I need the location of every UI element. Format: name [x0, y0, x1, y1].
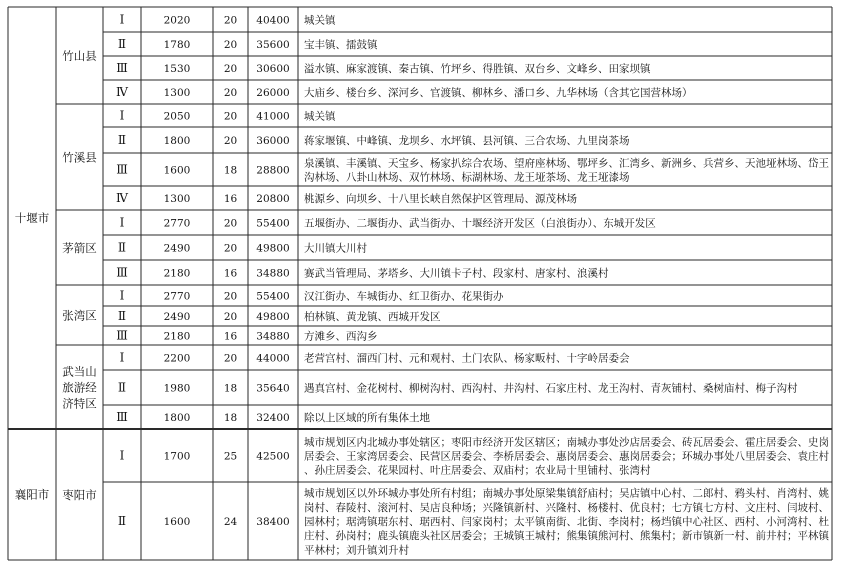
compensation-amount: 41000	[256, 110, 290, 123]
compensation-amount: 55400	[256, 290, 290, 303]
base-price: 2180	[163, 330, 191, 343]
county-name-line: 武当山	[62, 364, 97, 379]
grade-level: Ⅲ	[116, 265, 128, 280]
base-price: 1300	[163, 87, 191, 99]
areas-covered-line: 城市规划区内北城办事处辖区；枣阳市经济开发区辖区；南城办事处沙店居委会、砖瓦居委会、霍庄居委会、史岗	[304, 436, 829, 449]
grade-level: Ⅰ	[119, 350, 125, 365]
multiple: 20	[223, 352, 238, 365]
grade-level: Ⅰ	[119, 288, 125, 303]
areas-covered-line: 岗村、春陵村、滚河村、吴店良种场；兴隆镇新村、兴隆村、杨楼村、优良村；七方镇七方村、文庄村、闫坡村、	[304, 501, 829, 514]
grade-level: Ⅰ	[119, 215, 125, 230]
areas-covered: 五堰街办、二堰街办、武当街办、十堰经济开发区（白浪街办）、东城开发区	[304, 217, 656, 230]
multiple: 20	[223, 110, 238, 123]
base-price: 1700	[163, 450, 191, 463]
base-price: 2490	[163, 311, 191, 323]
compensation-amount: 32400	[256, 412, 290, 424]
areas-covered-line: 泉溪镇、丰溪镇、天宝乡、杨家扒综合农场、望府座林场、鄂坪乡、汇湾乡、新洲乡、兵营乡、天池垭林场、岱王	[304, 157, 829, 170]
multiple: 18	[223, 412, 238, 424]
county-name-line: 旅游经	[62, 380, 97, 395]
county-name: 竹溪县	[62, 150, 97, 165]
compensation-amount: 28800	[256, 164, 290, 177]
base-price: 1800	[163, 135, 191, 147]
compensation-amount: 38400	[256, 516, 290, 528]
compensation-amount: 34880	[256, 330, 290, 343]
base-price: 1800	[163, 412, 191, 424]
base-price: 1530	[163, 63, 191, 75]
compensation-amount: 30600	[256, 63, 290, 75]
multiple: 18	[223, 164, 238, 177]
compensation-amount: 26000	[256, 87, 290, 99]
city-name: 十堰市	[14, 211, 50, 225]
multiple: 20	[223, 39, 238, 51]
base-price: 2180	[163, 267, 191, 280]
multiple: 20	[223, 217, 238, 230]
county-name-line: 济特区	[62, 396, 97, 411]
areas-covered-line: 园林村；琚湾镇琚东村、琚西村、闫家岗村；太平镇南街、北街、李岗村；杨垱镇中心社区、西村、小河湾村、杜	[304, 515, 829, 528]
grade-level: Ⅱ	[117, 37, 127, 51]
multiple: 20	[223, 242, 238, 255]
areas-covered: 遇真宫村、金花树村、柳树沟村、西沟村、井沟村、石家庄村、龙王沟村、青灰铺村、桑树庙村、梅子沟村	[304, 382, 798, 395]
grade-level: Ⅲ	[116, 328, 128, 343]
base-price: 2020	[163, 14, 191, 27]
multiple: 20	[223, 311, 238, 323]
base-price: 2490	[163, 242, 191, 255]
county-name: 枣阳市	[62, 487, 97, 502]
grade-level: Ⅳ	[116, 191, 128, 205]
multiple: 20	[223, 135, 238, 147]
grade-level: Ⅳ	[116, 85, 128, 99]
multiple: 25	[223, 450, 238, 463]
compensation-amount: 49800	[256, 242, 290, 255]
multiple: 18	[223, 382, 238, 395]
multiple: 16	[223, 193, 238, 205]
county-name: 竹山县	[62, 48, 97, 63]
grade-level: Ⅲ	[116, 410, 128, 424]
multiple: 20	[223, 290, 238, 303]
areas-covered: 大庙乡、楼台乡、深河乡、官渡镇、柳林乡、潘口乡、九华林场（含其它国营林场）	[304, 86, 693, 99]
base-price: 1780	[163, 39, 191, 51]
base-price: 1300	[163, 193, 191, 205]
areas-covered: 城关镇	[304, 14, 336, 27]
base-price: 2770	[163, 290, 191, 303]
areas-covered: 城关镇	[304, 110, 336, 123]
compensation-amount: 35600	[256, 39, 290, 51]
table-cells	[15, 13, 831, 557]
grade-level: Ⅰ	[119, 448, 125, 463]
multiple: 20	[223, 63, 238, 75]
multiple: 16	[223, 330, 238, 343]
grade-level: Ⅱ	[117, 309, 127, 323]
compensation-amount: 40400	[256, 14, 290, 27]
areas-covered-line: 庄村、孙岗村；鹿头镇鹿头社区居委会；王城镇王城村；熊集镇熊河村、熊集村；新市镇新一村、前井村；平林镇	[304, 530, 829, 543]
compensation-amount: 49800	[256, 311, 290, 323]
grade-level: Ⅲ	[116, 162, 128, 177]
base-price: 1980	[163, 382, 191, 395]
areas-covered: 汉江街办、车城街办、红卫街办、花果街办	[304, 290, 504, 303]
areas-covered-line: 、孙庄居委会、花果园村、叶庄居委会、双庙村；农业局十里铺村、张湾村	[304, 464, 651, 477]
grade-level: Ⅱ	[117, 514, 127, 528]
compensation-amount: 42500	[256, 450, 290, 463]
areas-covered: 除以上区域的所有集体土地	[304, 411, 430, 424]
areas-covered-line: 居委会、王家湾居委会、民营区居委会、李桥居委会、惠岗居委会、惠岗居委会；环城办事处八里居委会、袁庄村	[304, 450, 829, 463]
areas-covered: 方滩乡、西沟乡	[304, 330, 378, 343]
grade-level: Ⅱ	[117, 133, 127, 147]
county-name: 张湾区	[62, 308, 97, 323]
areas-covered: 溢水镇、麻家渡镇、秦古镇、竹坪乡、得胜镇、双台乡、文峰乡、田家坝镇	[304, 62, 651, 75]
base-price: 2770	[163, 217, 191, 230]
compensation-amount: 34880	[256, 267, 290, 280]
compensation-amount: 44000	[256, 352, 290, 365]
grade-level: Ⅱ	[117, 380, 127, 395]
areas-covered-line: 城市规划区以外环城办事处所有村组；南城办事处原梁集镇舒庙村；吴店镇中心村、二郎村、鸦头村、肖湾村、姚	[304, 487, 829, 500]
grade-level: Ⅱ	[117, 240, 127, 255]
multiple: 16	[223, 267, 238, 280]
areas-covered: 蒋家堰镇、中峰镇、龙坝乡、水坪镇、县河镇、三合农场、九里岗茶场	[304, 134, 630, 147]
areas-covered-line: 沟林场、八卦山林场、双竹林场、标湖林场、龙王垭茶场、龙王垭漆场	[304, 171, 630, 184]
multiple: 20	[223, 14, 238, 27]
areas-covered-line: 平林村；刘升镇刘升村	[304, 544, 409, 557]
compensation-amount: 55400	[256, 217, 290, 230]
compensation-amount: 36000	[256, 135, 290, 147]
county-name: 茅箭区	[62, 240, 97, 255]
areas-covered: 柏林镇、黄龙镇、西城开发区	[304, 310, 441, 323]
multiple: 20	[223, 87, 238, 99]
areas-covered: 老营宫村、溜西门村、元和观村、土门农队、杨家畈村、十字岭居委会	[304, 352, 630, 365]
base-price: 2200	[163, 352, 191, 365]
base-price: 1600	[163, 516, 191, 528]
areas-covered: 大川镇大川村	[304, 242, 367, 255]
grade-level: Ⅲ	[116, 61, 128, 75]
grade-level: Ⅰ	[119, 12, 125, 27]
base-price: 1600	[163, 164, 191, 177]
multiple: 24	[223, 516, 238, 528]
grade-level: Ⅰ	[119, 108, 125, 123]
areas-covered: 宝丰镇、擂鼓镇	[304, 38, 378, 51]
base-price: 2050	[163, 110, 191, 123]
city-name: 襄阳市	[14, 487, 50, 502]
areas-covered: 桃源乡、向坝乡、十八里长峡自然保护区管理局、源茂林场	[304, 192, 577, 205]
areas-covered: 赛武当管理局、茅塔乡、大川镇卡子村、段家村、唐家村、浪溪村	[304, 267, 609, 280]
compensation-amount: 35640	[256, 382, 290, 395]
compensation-amount: 20800	[256, 193, 290, 205]
